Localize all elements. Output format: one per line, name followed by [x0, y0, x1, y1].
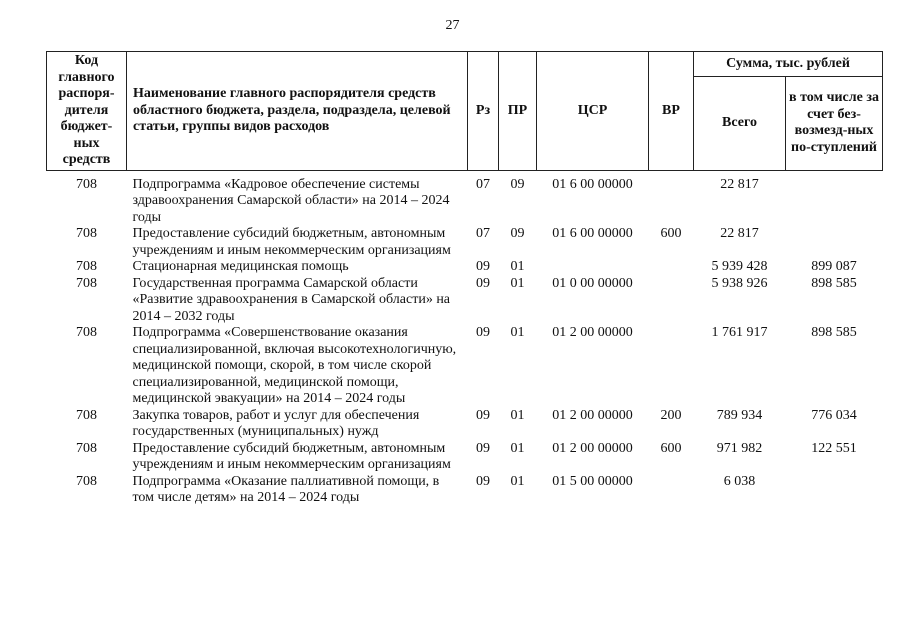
cell-gratuitous: 899 087	[811, 259, 857, 274]
cell-rz: 09	[476, 275, 490, 291]
header-vr: ВР	[649, 52, 694, 171]
header-gratuitous: в том числе за счет без-возмезд-ных по-ступлений	[786, 77, 883, 171]
cell-code: 708	[76, 275, 97, 291]
header-sum: Сумма, тыс. рублей	[694, 52, 883, 77]
cell-name: Государственная программа Самарской области «Развитие здравоохранения в Самарской области» на 2014 – 2032 годы	[132, 275, 451, 324]
table-row	[47, 259, 883, 276]
cell-rz: 09	[476, 440, 490, 456]
table-row	[47, 474, 883, 507]
header-csr: ЦСР	[537, 52, 649, 171]
cell-code: 708	[76, 473, 97, 489]
cell-total: 22 817	[720, 176, 759, 192]
cell-vr	[649, 325, 694, 408]
cell-gratuitous	[786, 170, 883, 226]
cell-rz: 07	[476, 226, 490, 241]
cell-rz: 09	[476, 325, 490, 340]
cell-vr	[649, 474, 694, 507]
page-number: 27	[445, 18, 460, 33]
cell-csr: 01 5 00 00000	[552, 473, 633, 489]
table-row	[47, 441, 883, 474]
header-name: Наименование главного распорядителя средств областного бюджета, раздела, подраздела, целевой статьи, группы видов расходов	[127, 52, 468, 171]
cell-rz: 07	[476, 176, 490, 192]
cell-vr: 200	[660, 407, 682, 423]
cell-code: 708	[76, 259, 97, 274]
cell-name: Стационарная медицинская помощь	[132, 259, 349, 274]
cell-pr: 01	[510, 275, 525, 291]
table-row	[47, 408, 883, 441]
cell-vr: 600	[660, 226, 682, 241]
header-total: Всего	[694, 77, 786, 171]
cell-csr: 01 6 00 00000	[552, 226, 633, 241]
cell-pr: 01	[510, 259, 525, 274]
table-row	[47, 325, 883, 408]
cell-code: 708	[76, 440, 97, 456]
cell-total: 5 939 428	[711, 259, 768, 274]
cell-pr: 01	[510, 325, 525, 340]
cell-name: Подпрограмма «Кадровое обеспечение системы здравоохранения Самарской области» на 2014 – 2024 годы	[132, 176, 450, 225]
cell-total: 22 817	[720, 226, 759, 241]
cell-csr	[537, 259, 649, 276]
cell-csr: 01 2 00 00000	[552, 407, 633, 423]
cell-vr	[649, 276, 694, 326]
table-row	[47, 226, 883, 259]
cell-pr: 09	[510, 226, 525, 241]
cell-vr	[649, 170, 694, 226]
cell-gratuitous: 776 034	[811, 407, 857, 423]
cell-gratuitous: 898 585	[811, 275, 857, 291]
table-row	[47, 276, 883, 326]
cell-total: 6 038	[723, 473, 756, 489]
cell-name: Предоставление субсидий бюджетным, автономным учреждениям и иным некоммерческим организациям	[132, 440, 451, 472]
cell-pr: 01	[510, 440, 525, 456]
cell-gratuitous: 898 585	[811, 325, 857, 340]
cell-gratuitous	[786, 226, 883, 259]
cell-total: 5 938 926	[711, 275, 768, 291]
header-rz: Рз	[468, 52, 499, 171]
cell-csr: 01 2 00 00000	[552, 325, 633, 340]
cell-name: Подпрограмма «Оказание паллиативной помощи, в том числе детям» на 2014 – 2024 годы	[132, 473, 440, 505]
budget-table	[46, 51, 883, 507]
cell-code: 708	[76, 407, 97, 423]
table-row	[47, 170, 883, 226]
header-pr: ПР	[499, 52, 537, 171]
cell-rz: 09	[476, 259, 490, 274]
cell-code: 708	[76, 325, 97, 340]
cell-vr	[649, 259, 694, 276]
cell-gratuitous: 122 551	[811, 440, 857, 456]
cell-csr: 01 6 00 00000	[552, 176, 633, 192]
cell-total: 789 934	[716, 407, 763, 423]
cell-total: 1 761 917	[711, 325, 768, 340]
cell-csr: 01 0 00 00000	[552, 275, 633, 291]
cell-pr: 09	[510, 176, 525, 192]
cell-csr: 01 2 00 00000	[552, 440, 633, 456]
cell-rz: 09	[476, 473, 490, 489]
cell-code: 708	[76, 226, 97, 241]
cell-gratuitous	[786, 474, 883, 507]
header-code: Код главного распоря-дителя бюджет-ных средств	[47, 52, 127, 171]
cell-pr: 01	[510, 407, 525, 423]
cell-name: Закупка товаров, работ и услуг для обеспечения государственных (муниципальных) нужд	[132, 407, 420, 439]
cell-name: Подпрограмма «Совершенствование оказания специализированной, включая высокотехнологичную, медицинской помощи, скорой, в том числе скорой специализированной, медицинской помощи, медицинской эвакуации» на 2014 – 2024 годы	[132, 325, 457, 406]
cell-rz: 09	[476, 407, 490, 423]
cell-name: Предоставление субсидий бюджетным, автономным учреждениям и иным некоммерческим организациям	[132, 226, 451, 258]
cell-total: 971 982	[716, 440, 763, 456]
cell-pr: 01	[510, 473, 525, 489]
cell-vr: 600	[660, 440, 682, 456]
cell-code: 708	[76, 176, 97, 192]
